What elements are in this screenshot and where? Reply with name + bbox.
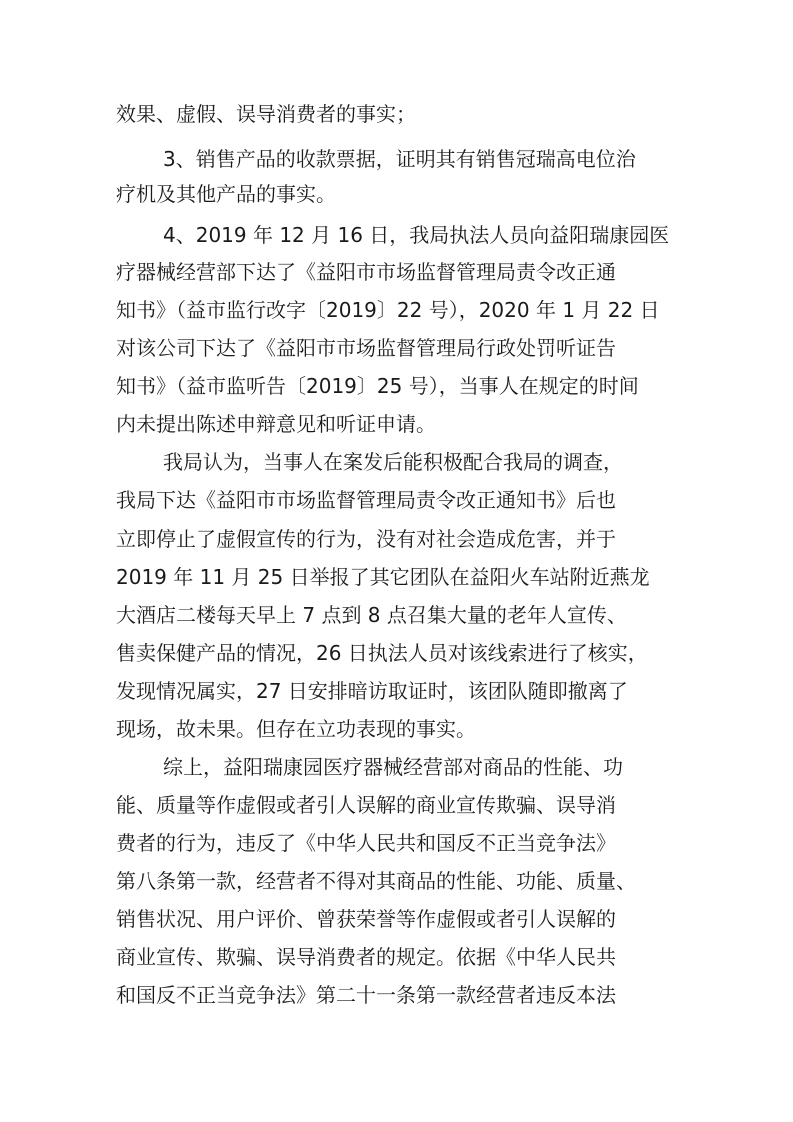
- text-line-3: 疗机及其他产品的事实。: [116, 182, 336, 206]
- text-line-10: 我局认为，当事人在案发后能积极配合我局的调查，: [163, 450, 623, 474]
- text-line-1: 效果、虚假、误导消费者的事实；: [116, 102, 416, 126]
- text-line-9: 内未提出陈述申辩意见和听证申请。: [116, 412, 436, 436]
- text-line-17: 现场，故未果。但存在立功表现的事实。: [116, 717, 476, 741]
- text-line-23: 商业宣传、欺骗、误导消费者的规定。依据《中华人民共: [116, 945, 616, 969]
- text-line-21: 第八条第一款，经营者不得对其商品的性能、功能、质量、: [116, 869, 636, 893]
- text-line-15: 售卖保健产品的情况，26 日执法人员对该线索进行了核实，: [116, 641, 648, 665]
- text-line-16: 发现情况属实，27 日安排暗访取证时，该团队随即撤离了: [116, 679, 628, 703]
- text-line-24: 和国反不正当竞争法》第二十一条第一款经营者违反本法: [116, 983, 616, 1007]
- text-line-7: 对该公司下达了《益阳市市场监督管理局行政处罚听证告: [116, 336, 616, 360]
- text-line-12: 立即停止了虚假宣传的行为，没有对社会造成危害，并于: [116, 527, 616, 551]
- text-line-18: 综上，益阳瑞康园医疗器械经营部对商品的性能、功: [163, 755, 623, 779]
- text-line-19: 能、质量等作虚假或者引人误解的商业宣传欺骗、误导消: [116, 793, 616, 817]
- text-line-13: 2019 年 11 月 25 日举报了其它团队在益阳火车站附近燕龙: [116, 565, 650, 589]
- text-line-11: 我局下达《益阳市市场监督管理局责令改正通知书》后也: [116, 488, 616, 512]
- text-line-22: 销售状况、用户评价、曾获荣誉等作虚假或者引人误解的: [116, 907, 616, 931]
- text-line-2: 3、销售产品的收款票据，证明其有销售冠瑞高电位治: [163, 147, 636, 171]
- text-line-6: 知书》（益市监行改字〔2019〕22 号），2020 年 1 月 22 日: [116, 298, 660, 322]
- text-line-4: 4、2019 年 12 月 16 日，我局执法人员向益阳瑞康园医: [163, 223, 670, 247]
- text-line-14: 大酒店二楼每天早上 7 点到 8 点召集大量的老年人宣传、: [116, 603, 627, 627]
- text-line-20: 费者的行为，违反了《中华人民共和国反不正当竞争法》: [116, 831, 616, 855]
- text-line-8: 知书》（益市监听告〔2019〕25 号），当事人在规定的时间: [116, 374, 639, 398]
- text-line-5: 疗器械经营部下达了《益阳市市场监督管理局责令改正通: [116, 260, 616, 284]
